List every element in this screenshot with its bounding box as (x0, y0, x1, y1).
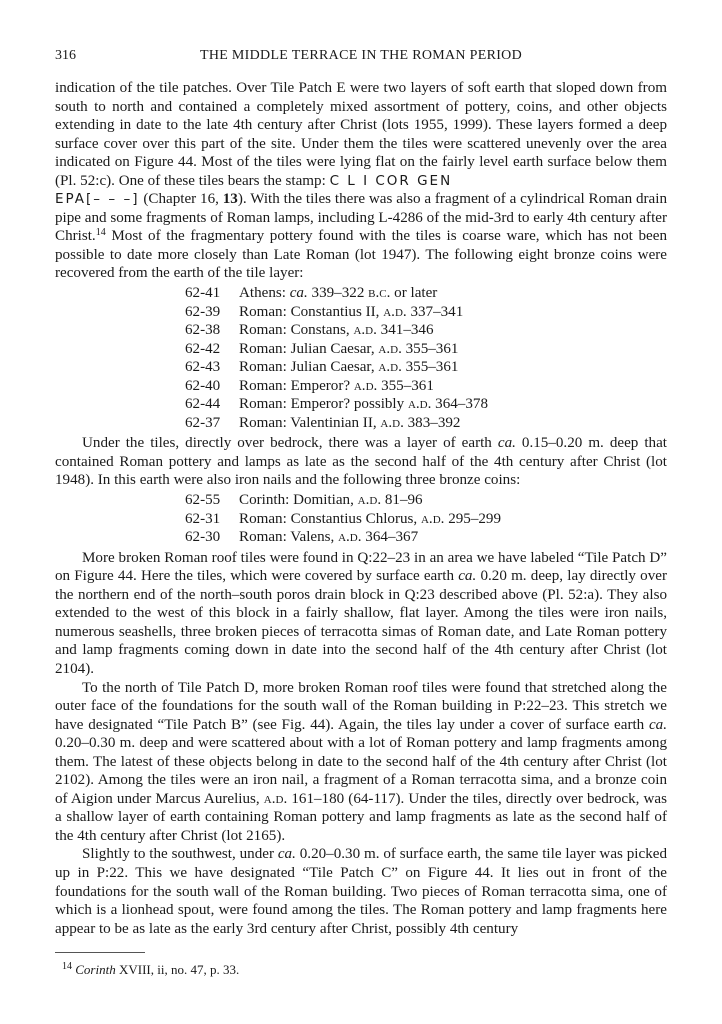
coin-description: Roman: Julian Caesar, a.d. 355–361 (239, 340, 459, 357)
coin-entry (185, 528, 667, 547)
catalog-number: 13 (222, 191, 238, 208)
coin-number: 62-30 (185, 529, 221, 546)
coin-list-tile-layer (55, 284, 667, 432)
coin-number: 62-40 (185, 377, 221, 394)
coin-description: Athens: ca. 339–322 b.c. or later (239, 285, 438, 302)
paragraph-under-tiles: Under the tiles, directly over bedrock, there was a layer of earth ca. 0.15–0.20 m. deep that contained Roman pottery and lamps as late as the second half of the 4th century after Christ (lot 1948). In this earth were also iron nails and the following three bronze coins: (55, 435, 667, 489)
coin-number: 62-42 (185, 340, 221, 357)
coin-description: Roman: Constantius Chlorus, a.d. 295–299 (239, 510, 502, 527)
coin-entry (185, 303, 667, 322)
footnote (62, 962, 239, 978)
footnote-title: Corinth (75, 962, 116, 977)
tile-stamp-cont: EPA[– – –] (55, 191, 140, 208)
coin-entry (185, 395, 667, 414)
coin-number: 62-38 (185, 322, 221, 339)
coin-description: Corinth: Domitian, a.d. 81–96 (239, 492, 423, 509)
coin-entry (185, 491, 667, 510)
footnote-rule (55, 952, 145, 953)
coin-description: Roman: Valens, a.d. 364–367 (239, 529, 419, 546)
paragraph-tile-patch-c: Slightly to the southwest, under ca. 0.20–0.30 m. of surface earth, the same tile layer was picked up in P:22. This we have designated “Tile Patch C” on Figure 44. It lies out in front of the foundations for the south wall of the Roman building. Two pieces of Roman terracotta sima, one of which is a lionhead spout, were found among the tiles. The Roman pottery and lamp fragments here appear to be as late as the early 3rd century after Christ, possibly 4th century (55, 846, 667, 937)
page-number: 316 (55, 48, 76, 63)
paragraph-tile-patch-e: indication of the tile patches. Over Tile Patch E were two layers of soft earth that sloped down from south to north and contained a completely mixed assortment of pottery, coins, and other objects extending in date to the late 4th century after Christ (lots 1955, 1999). These layers formed a deep surface cover over this part of the site. Under them the tiles were scattered unevenly over the area indicated on Figure 44. Most of the tiles were lying flat on the fairly level earth surface below them (Pl. 52:c). One of these tiles bears the stamp: C L I COR GEN EPA[– – –] (Chapter 16, 13). With the tiles there was also a fragment of a cylindrical Roman drain pipe and some fragments of Roman lamps, including L-4286 of the mid-3rd to early 4th century after Christ.$^{14}$ Most of the fragmentary pottery found with the tiles is coarse ware, which has not been possible to date more closely than Late Roman (lot 1947). The following eight bronze coins were recovered from the earth of the tile layer: (55, 80, 667, 282)
coin-entry (185, 358, 667, 377)
footnote-text: XVIII, ii, no. 47, p. 33. (115, 962, 240, 977)
page-header (55, 48, 667, 68)
coin-description: Roman: Emperor? possibly a.d. 364–378 (239, 396, 488, 413)
coin-number: 62-41 (185, 285, 221, 302)
body-text (55, 79, 667, 938)
coin-list-bedrock (55, 491, 667, 547)
footnote-number: 14 (62, 961, 72, 972)
coin-number: 62-44 (185, 396, 221, 413)
footnote-ref: 14 (95, 227, 106, 239)
coin-entry (185, 510, 667, 529)
paragraph-tile-patch-b: To the north of Tile Patch D, more broken Roman roof tiles were found that stretched along the outer face of the foundations for the south wall of the Roman building in P:22–23. This stretch we have designated “Tile Patch B” (see Fig. 44). Again, the tiles lay under a cover of surface earth ca. 0.20–0.30 m. deep and were scattered about with a lot of Roman pottery and lamp fragments among them. The latest of these objects belong in date to the second half of the 4th century after Christ (lot 2102). Among the tiles were an iron nail, a fragment of a Roman terracotta sima, and a bronze coin of Aigion under Marcus Aurelius, a.d. 161–180 (64-117). Under the tiles, directly over bedrock, was a shallow layer of earth containing Roman pottery and lamp fragments as late as the second half of the 4th century after Christ (lot 2165). (55, 679, 667, 844)
coin-description: Roman: Julian Caesar, a.d. 355–361 (239, 359, 459, 376)
coin-entry (185, 321, 667, 340)
coin-number: 62-31 (185, 510, 221, 527)
coin-number: 62-39 (185, 303, 221, 320)
coin-description: Roman: Emperor? a.d. 355–361 (239, 377, 434, 394)
coin-entry (185, 284, 667, 303)
tile-stamp: C L I COR GEN (329, 172, 453, 189)
coin-number: 62-43 (185, 359, 221, 376)
paragraph-tile-patch-d: More broken Roman roof tiles were found in Q:22–23 in an area we have labeled “Tile Patch D” on Figure 44. Here the tiles, which were covered by surface earth ca. 0.20 m. deep, lay directly over the northern end of the north–south poros drain block in Q:23 described above (Pl. 52:a). They also extended to the west of this block in a fairly shallow, flat layer. Among the tiles were iron nails, numerous seashells, three broken pieces of terracotta simas of Roman date, and Late Roman pottery and lamp fragments coming down in date into the second half of the 4th century after Christ (lot 2104). (55, 549, 667, 677)
coin-entry (185, 377, 667, 396)
coin-description: Roman: Constans, a.d. 341–346 (239, 322, 434, 339)
coin-number: 62-55 (185, 492, 221, 509)
coin-entry (185, 340, 667, 359)
coin-entry (185, 414, 667, 433)
coin-description: Roman: Constantius II, a.d. 337–341 (239, 303, 464, 320)
coin-description: Roman: Valentinian II, a.d. 383–392 (239, 414, 461, 431)
coin-number: 62-37 (185, 414, 221, 431)
running-title: THE MIDDLE TERRACE IN THE ROMAN PERIOD (200, 48, 522, 63)
